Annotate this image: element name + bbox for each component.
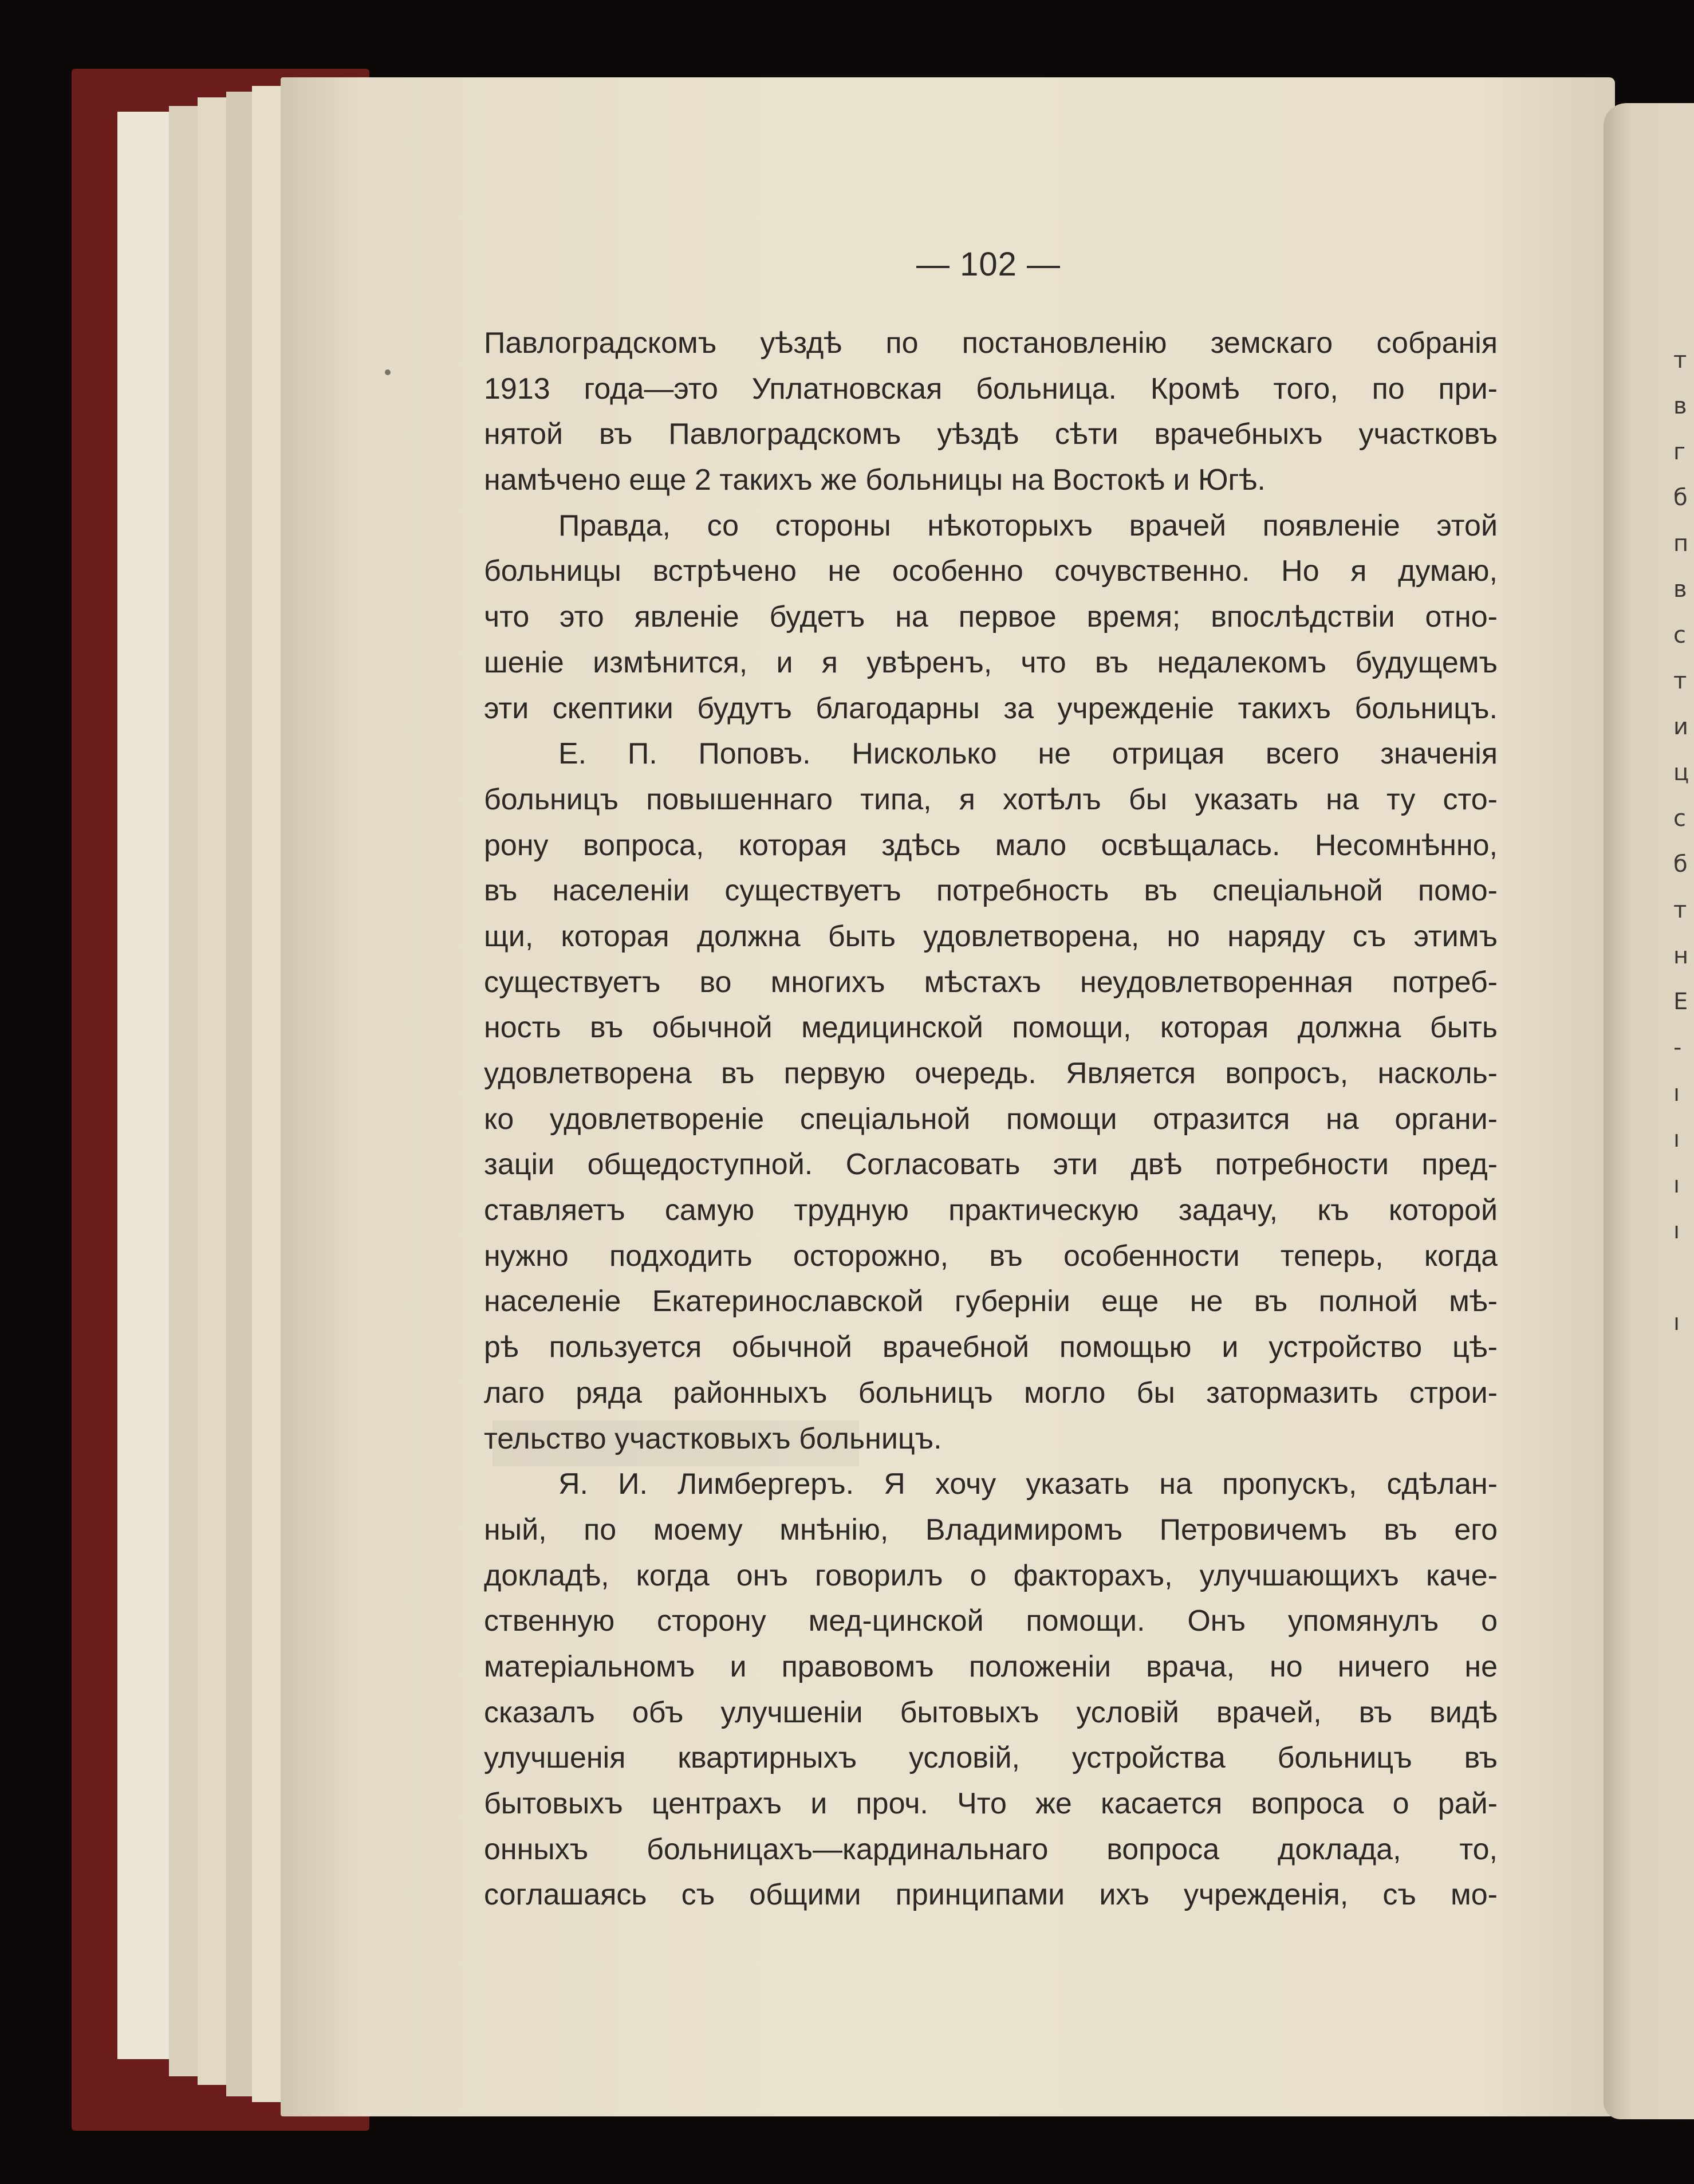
text-line: существуетъ во многихъ мѣстахъ неудовлетворенная потреб- [484, 965, 1498, 999]
facing-page-letter [1673, 1254, 1694, 1300]
text-line: ность въ обычной медицинской помощи, которая должна быть [484, 1011, 1498, 1045]
text-line: сказалъ объ улучшеніи бытовыхъ условій врачей, въ видѣ [484, 1695, 1498, 1729]
facing-page-letter: ı [1673, 1080, 1680, 1107]
text-line: Павлоградскомъ уѣздѣ по постановленію земскаго собранія [484, 326, 1498, 360]
facing-page-text [1673, 338, 1694, 1346]
facing-page-letter: ı [1673, 1126, 1680, 1152]
facing-page-letter: п [1673, 530, 1689, 557]
ink-speck [385, 369, 391, 375]
page-number: — 102 — [916, 246, 1061, 283]
facing-page-letter: т [1673, 668, 1687, 694]
text-line: улучшенія квартирныхъ условій, устройства больницъ въ [484, 1741, 1498, 1775]
text-line: Я. И. Лимбергеръ. Я хочу указать на пропускъ, сдѣлан- [558, 1467, 1498, 1501]
text-line: больницъ повышеннаго типа, я хотѣлъ бы указать на ту сто- [484, 782, 1498, 816]
text-line: тельство участковыхъ больницъ. [484, 1422, 942, 1455]
text-line: населеніе Екатеринославской губерніи еще не въ полной мѣ- [484, 1285, 1498, 1319]
facing-page-letter: и [1673, 714, 1688, 740]
text-line: ко удовлетвореніе спеціальной помощи отразится на органи- [484, 1102, 1498, 1136]
body-text [484, 321, 1498, 1918]
text-line: нятой въ Павлоградскомъ уѣздѣ сѣти врачебныхъ участковъ [484, 418, 1498, 451]
facing-page-letter: ц [1673, 760, 1689, 786]
text-line: матеріальномъ и правовомъ положеніи врача, но ничего не [484, 1650, 1498, 1683]
facing-page-letter: с [1673, 805, 1686, 832]
facing-page-letter: б [1673, 851, 1688, 877]
text-line: ставляетъ самую трудную практическую задачу, къ которой [484, 1194, 1498, 1227]
facing-page-letter: н [1673, 943, 1689, 969]
text-line: рону вопроса, которая здѣсь мало освѣщалась. Несомнѣнно, [484, 828, 1498, 862]
text-line: въ населеніи существуетъ потребность въ спеціальной помо- [484, 874, 1498, 908]
facing-page-letter: в [1673, 576, 1687, 603]
facing-page-letter: ı [1673, 1309, 1680, 1336]
text-line: удовлетворена въ первую очередь. Является вопросъ, насколь- [484, 1057, 1498, 1090]
text-line: эти скептики будутъ благодарны за учрежденіе такихъ больницъ. [484, 691, 1498, 725]
text-line: 1913 года—это Уплатновская больница. Кромѣ того, по при- [484, 372, 1498, 406]
facing-page-letter: с [1673, 622, 1686, 648]
text-line: щи, которая должна быть удовлетворена, но наряду съ этимъ [484, 919, 1498, 953]
text-line: шеніе измѣнится, и я увѣренъ, что въ недалекомъ будущемъ [484, 646, 1498, 679]
text-line: бытовыхъ центрахъ и проч. Что же касается вопроса о рай- [484, 1787, 1498, 1820]
facing-page-letter: т [1673, 897, 1687, 923]
text-line: заціи общедоступной. Согласовать эти двѣ потребности пред- [484, 1148, 1498, 1182]
text-line: соглашаясь съ общими принципами ихъ учрежденія, съ мо- [484, 1878, 1498, 1912]
text-line: нужно подходить осторожно, въ особенности теперь, когда [484, 1239, 1498, 1273]
facing-page-letter: - [1673, 1034, 1682, 1061]
facing-page-letter: Е [1673, 989, 1688, 1015]
facing-page-letter: в [1673, 393, 1687, 419]
text-line: ственную сторону мед-цинской помощи. Онъ упомянулъ о [484, 1604, 1498, 1638]
facing-page-letter: г [1673, 439, 1686, 465]
facing-page-letter: т [1673, 347, 1687, 373]
facing-page-letter: ı [1673, 1218, 1680, 1244]
text-line: лаго ряда районныхъ больницъ могло бы затормазить строи- [484, 1376, 1498, 1410]
text-line: больницы встрѣчено не особенно сочувственно. Но я думаю, [484, 554, 1498, 588]
facing-page-letter: ı [1673, 1172, 1680, 1198]
text-line: онныхъ больницахъ—кардинальнаго вопроса доклада, то, [484, 1832, 1498, 1866]
text-line: рѣ пользуется обычной врачебной помощью и устройство цѣ- [484, 1331, 1498, 1364]
text-line: Е. П. Поповъ. Нисколько не отрицая всего значенія [558, 737, 1498, 771]
facing-page-letter: б [1673, 485, 1688, 511]
text-line: докладѣ, когда онъ говорилъ о факторахъ, улучшающихъ каче- [484, 1559, 1498, 1592]
text-line: ный, по моему мнѣнію, Владимиромъ Петровичемъ въ его [484, 1513, 1498, 1546]
text-line: Правда, со стороны нѣкоторыхъ врачей появленіе этой [558, 509, 1498, 542]
text-line: что это явленіе будетъ на первое время; впослѣдствіи отно- [484, 600, 1498, 634]
text-line: намѣчено еще 2 такихъ же больницы на Востокѣ и Югѣ. [484, 463, 1266, 497]
